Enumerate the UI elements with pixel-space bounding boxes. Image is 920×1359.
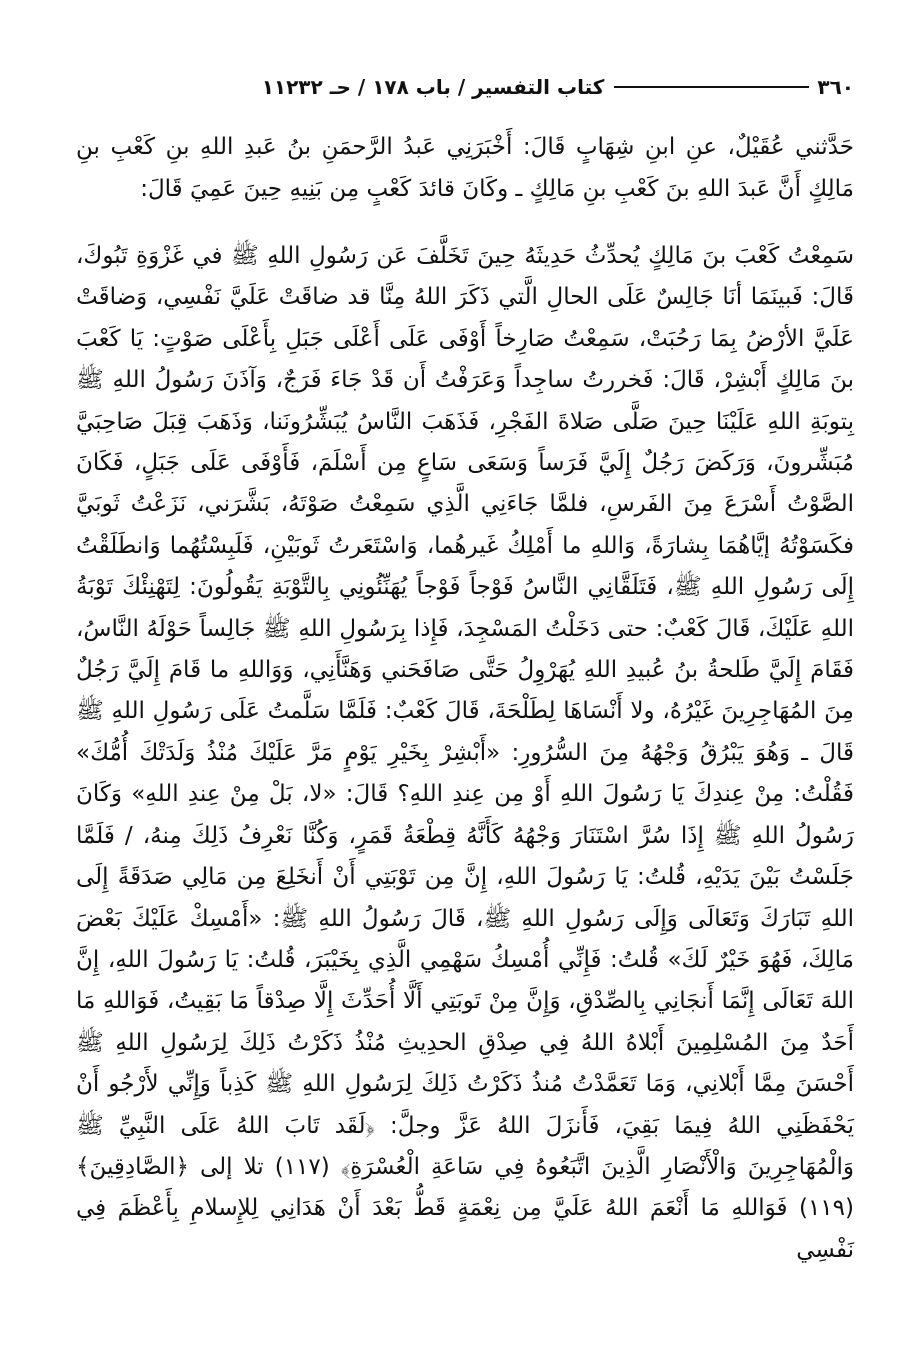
running-header [76,70,854,104]
header-title: كتاب التفسير / باب ١٧٨ / حـ ١١٢٣٢ [261,75,605,99]
isnad-text: حَدَّثني عُقَيْلٌ، عنِ ابنِ شِهَابٍ قَالَ: أَخْبَرَنِي عَبدُ الرَّحمَنِ بنُ عَبدِ اللهِ بنِ كَعْبِ بنِ مَالِكٍ أَنَّ عَبدَ اللهِ بنَ كَعْبِ بنِ مَالِكٍ ـ وكَانَ قائدَ كَعْبٍ مِن بَنِيهِ حِينَ عَمِيَ قَالَ: [76,134,854,202]
header-rule [614,86,809,88]
hadith-text: سَمِعْتُ كَعْبَ بنَ مَالِكٍ يُحدِّثُ حَدِيثَهُ حِينَ تَخَلَّفَ عَن رَسُولِ اللهِ ﷺ في غَزْوَةِ تَبُوكَ، قَالَ: فَبينَمَا أنَا جَالِسٌ عَلَى الحالِ الَّتي ذَكَرَ اللهُ مِنَّا قد ضاقَتْ عَلَيَّ نَفْسِي، وَضاقَتْ عَلَيَّ الأرْضُ بِمَا رَحُبَتْ، سَمِعْتُ صَارِخاً أَوْفَى عَلَى أَعْلَى جَبَلِ بِأَعْلَى صَوْتٍ: يَا كَعْبَ بنَ مَالِكٍ أَبْشِرْ، قَالَ: فَخررتُ ساجِداً وَعَرَفْتُ أَن قَدْ جَاءَ فَرَجٌ، وَآذَنَ رَسُولُ اللهِ ﷺ بِتوبَةِ اللهِ عَلَيْنَا حِينَ صَلَّى صَلاةَ الفَجْرِ، فَذَهَبَ النَّاسُ يُبَشِّرُونَنا، وَذَهَبَ قِبَلَ صَاحِبَيَّ مُبَشِّرونَ، وَرَكَضَ رَجُلٌ إِلَيَّ فَرَساً وَسَعَى سَاعٍ مِن أَسْلَمَ، فَأَوْفَى عَلَى جَبَلٍ، فَكَانَ الصَّوْتُ أَسْرَعَ مِنَ الفَرسِ، فلمَّا جَاءَنِي الَّذِي سَمِعْتُ صَوْتَهُ، بَشَّرَني، نَزَعْتُ ثَوبَيَّ فكَسَوْتُهُ إيَّاهُمَا بِشارَةً، وَاللهِ ما أَمْلِكُ غَيرهُما، وَاسْتَعَرتُ ثَوبَيْنِ، فَلَبِسْتُهُما وَانطَلَقْتُ إِلَى رَسُولِ اللهِ ﷺ، فَتَلَقَّانِي النَّاسُ فَوْجاً فَوْجاً يُهَنِّئُونِي بِالتَّوْبَةِ يَقُولُونَ: لِتَهْنِئْكَ تَوْبَةُ اللهِ عَلَيْكَ، قَالَ كَعْبٌ: حتى دَخَلْتُ المَسْجِدَ، فَإِذا بِرَسُولِ اللهِ ﷺ جَالِساً حَوْلَهُ النَّاسُ، فَقَامَ إِلَيَّ طَلحةُ بنُ عُبيدِ اللهِ يُهَرْوِلُ حَتَّى صَافَحَني وَهَنَّأَنِي، وَوَاللهِ ما قَامَ إِلَيَّ رَجُلٌ مِنَ المُهَاجِرِينَ غَيْرُهُ، ولا أَنْسَاهَا لِطَلْحَةَ، قَالَ كَعْبٌ: فَلَمَّا سَلَّمتُ عَلَى رَسُولِ اللهِ ﷺ قَالَ ـ وَهُوَ يَبْرُقُ وَجْهُهُ مِنَ السُّرُورِ: «أَبْشِرْ بِخَيْرِ يَوْمٍ مَرَّ عَلَيْكَ مُنْذُ وَلَدَتْكَ أُمُّكَ» فَقُلْتُ: مِنْ عِندِكَ يَا رَسُولَ اللهِ أَوْ مِن عِندِ اللهِ؟ قَالَ: «لا، بَلْ مِنْ عِندِ اللهِ» وَكَانَ رَسُولُ اللهِ ﷺ إِذَا سُرَّ اسْتَنَارَ وَجْهُهُ كَأَنَّهُ قِطْعَةُ قَمَرٍ، وَكُنَّا نَعْرِفُ ذَلِكَ مِنهُ، / فَلَمَّا جَلَسْتُ بَيْنَ يَدَيْهِ، قُلتُ: يَا رَسُولَ اللهِ، إِنَّ مِن تَوْبَتِي أَنْ أَنخَلِعَ مِن مَالِي صَدَقَةً إِلَى اللهِ تَبَارَكَ وَتَعَالَى وَإِلَى رَسُولِ اللهِ ﷺ، قَالَ رَسُولُ اللهِ ﷺ: «أَمْسِكْ عَلَيْكَ بَعْضَ مَالِكَ، فَهُوَ خَيْرٌ لَكَ» قُلتُ: فَإِنِّي أُمْسِكُ سَهْمِي الَّذِي بِخَيْبَرَ، قُلتُ: يَا رَسُولَ اللهِ، إِنَّ اللهَ تَعَالَى إِنَّمَا أَنجَانِي بِالصِّدْقِ، وَإِنَّ مِنْ تَوبَتِي أَلَّا أُحَدِّثَ إِلَّا صِدْقاً مَا بَقِيتُ، فَوَاللهِ مَا أَحَدٌ مِنَ المُسْلِمِينَ أَبْلاهُ اللهُ فِي صِدْقِ الحدِيثِ مُنْذُ ذَكَرْتُ ذَلِكَ لِرَسُولِ اللهِ ﷺ أَحْسَنَ مِمَّا أَبْلانِي، وَمَا تَعَمَّدْتُ مُنذُ ذَكَرْتُ ذَلِكَ لِرَسُولِ اللهِ ﷺ كَذِباً وَإِنِّي لأَرْجُو أَنْ يَحْفَظَنِي اللهُ فِيمَا بَقِيَ، فَأَنزَلَ اللهُ عَزَّ وجلَّ: ﴿لَقَد تَابَ اللهُ عَلَى النَّبِيِّ ﷺ وَالْمُهَاجِرِينَ وَالْأَنْصَارِ الَّذِينَ اتَّبَعُوهُ فِي سَاعَةِ الْعُسْرَةِ﴾ (١١٧) تلا إلى ﴿الصَّادِقِينَ﴾ (١١٩) فَوَاللهِ مَا أَنْعَمَ اللهُ عَلَيَّ مِن نِعْمَةٍ قَطُّ بَعْدَ أَنْ هَدَانِي لِلإِسلامِ بِأَعْظَمَ فِي نَفْسِي [76,243,854,1263]
page-number: ٣٦٠ [817,75,854,99]
hadith-body [76,236,854,1271]
isnad-paragraph [76,126,854,210]
